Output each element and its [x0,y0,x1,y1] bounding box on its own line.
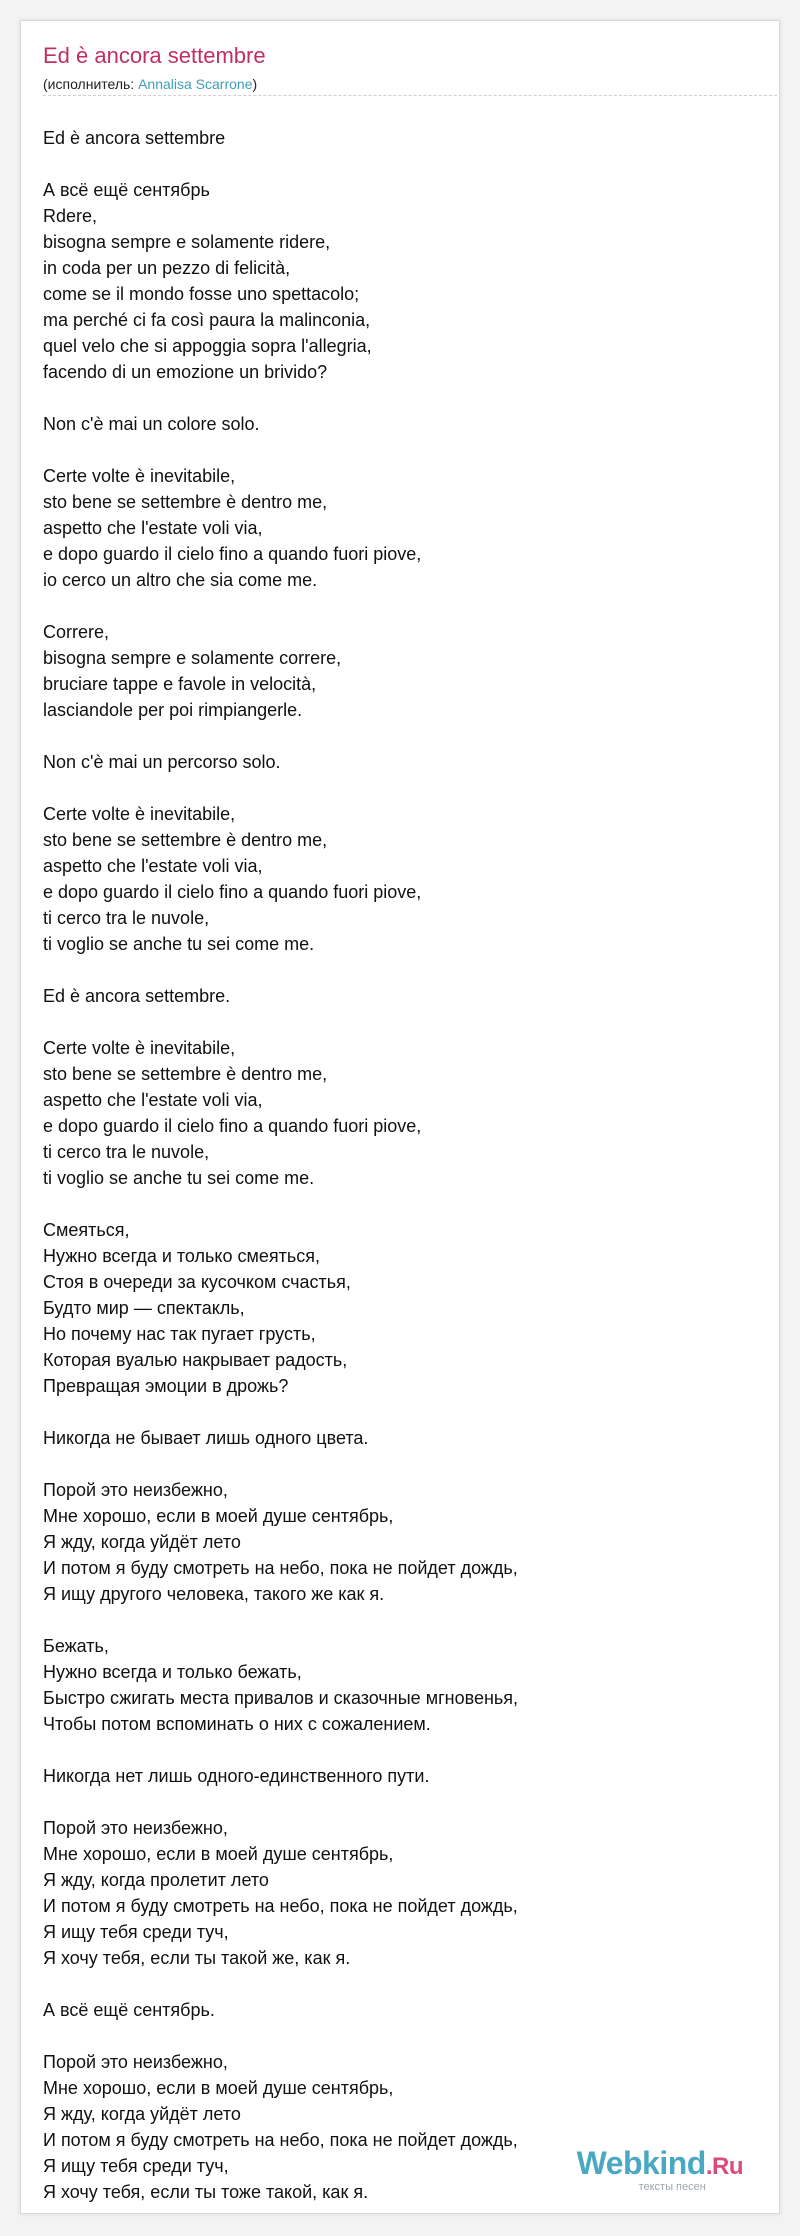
lyrics-line: aspetto che l'estate voli via, [43,518,263,538]
lyrics-line: Бежать, [43,1636,109,1656]
lyrics-line: e dopo guardo il cielo fino a quando fuori piove, [43,882,422,902]
lyrics-body [43,125,763,2205]
lyrics-line: Порой это неизбежно, [43,2052,228,2072]
byline-suffix: ) [252,76,258,92]
lyrics-line: Я жду, когда уйдёт лето [43,1532,241,1552]
lyrics-line: А всё ещё сентябрь. [43,2000,215,2020]
lyrics-blank-line [43,1789,763,1815]
lyrics-line: facendo di un emozione un brivido? [43,362,328,382]
lyrics-line: Certe volte è inevitabile, [43,804,236,824]
lyrics-line: ti voglio se anche tu sei come me. [43,934,315,954]
lyrics-line: Я жду, когда пролетит лето [43,1870,269,1890]
lyrics-line: Нужно всегда и только смеяться, [43,1246,321,1266]
artist-byline [43,75,777,96]
logo-tld: .Ru [705,2153,743,2180]
lyrics-line: Я хочу тебя, если ты такой же, как я. [43,1948,351,1968]
lyrics-line: И потом я буду смотреть на небо, пока не пойдет дождь, [43,2130,518,2150]
lyrics-card [20,20,780,2214]
lyrics-blank-line [43,437,763,463]
logo-wordmark: Webkind [576,2145,706,2181]
artist-link[interactable]: Annalisa Scarrone [138,76,253,92]
lyrics-line: Мне хорошо, если в моей душе сентябрь, [43,1506,394,1526]
lyrics-line: Certe volte è inevitabile, [43,466,236,486]
lyrics-line: Превращая эмоции в дрожь? [43,1376,289,1396]
lyrics-blank-line [43,775,763,801]
lyrics-line: Будто мир — спектакль, [43,1298,245,1318]
lyrics-line: Non c'è mai un colore solo. [43,414,260,434]
lyrics-line: А всё ещё сентябрь [43,180,210,200]
lyrics-line: Стоя в очереди за кусочком счастья, [43,1272,351,1292]
lyrics-blank-line [43,1009,763,1035]
lyrics-line: lasciandole per poi rimpiangerle. [43,700,303,720]
lyrics-line: e dopo guardo il cielo fino a quando fuori piove, [43,1116,422,1136]
lyrics-blank-line [43,1399,763,1425]
lyrics-line: ti cerco tra le nuvole, [43,1142,210,1162]
lyrics-line: Быстро сжигать места привалов и сказочные мгновенья, [43,1688,519,1708]
lyrics-line: И потом я буду смотреть на небо, пока не пойдет дождь, [43,1558,518,1578]
lyrics-line: e dopo guardo il cielo fino a quando fuori piove, [43,544,422,564]
lyrics-line: Ed è ancora settembre. [43,986,231,1006]
lyrics-line: Порой это неизбежно, [43,1480,228,1500]
lyrics-line: Rdere, [43,206,98,226]
lyrics-line: Я жду, когда уйдёт лето [43,2104,241,2124]
lyrics-line: come se il mondo fosse uno spettacolo; [43,284,360,304]
lyrics-line: bisogna sempre e solamente ridere, [43,232,331,252]
lyrics-line: Non c'è mai un percorso solo. [43,752,281,772]
lyrics-line: ma perché ci fa così paura la malinconia, [43,310,371,330]
lyrics-line: Но почему нас так пугает грусть, [43,1324,316,1344]
lyrics-blank-line [43,2023,763,2049]
lyrics-blank-line [43,1451,763,1477]
lyrics-line: И потом я буду смотреть на небо, пока не пойдет дождь, [43,1896,518,1916]
site-logo[interactable] [577,2147,743,2193]
lyrics-line: io cerco un altro che sia come me. [43,570,318,590]
lyrics-line: Я ищу тебя среди туч, [43,2156,229,2176]
lyrics-line: bisogna sempre e solamente correre, [43,648,342,668]
byline-prefix: (исполнитель: [43,76,139,92]
lyrics-line: Смеяться, [43,1220,130,1240]
lyrics-line: Нужно всегда и только бежать, [43,1662,302,1682]
lyrics-line: Никогда не бывает лишь одного цвета. [43,1428,369,1448]
song-title: Ed è ancora settembre [43,43,266,68]
lyrics-line: sto bene se settembre è dentro me, [43,830,328,850]
logo-tagline: тексты песен [638,2181,706,2193]
lyrics-line: sto bene se settembre è dentro me, [43,492,328,512]
lyrics-line: sto bene se settembre è dentro me, [43,1064,328,1084]
lyrics-line: Я хочу тебя, если ты тоже такой, как я. [43,2182,369,2202]
lyrics-blank-line [43,957,763,983]
lyrics-line: Я ищу тебя среди туч, [43,1922,229,1942]
lyrics-line: aspetto che l'estate voli via, [43,1090,263,1110]
lyrics-line: Мне хорошо, если в моей душе сентябрь, [43,2078,394,2098]
lyrics-line: Мне хорошо, если в моей душе сентябрь, [43,1844,394,1864]
lyrics-blank-line [43,1607,763,1633]
lyrics-blank-line [43,1971,763,1997]
lyrics-line: Порой это неизбежно, [43,1818,228,1838]
lyrics-line: Ed è ancora settembre [43,128,226,148]
lyrics-line: Correre, [43,622,110,642]
lyrics-line: ti cerco tra le nuvole, [43,908,210,928]
lyrics-line: aspetto che l'estate voli via, [43,856,263,876]
lyrics-blank-line [43,385,763,411]
lyrics-line: Я ищу другого человека, такого же как я. [43,1584,385,1604]
lyrics-blank-line [43,723,763,749]
lyrics-blank-line [43,593,763,619]
lyrics-line: ti voglio se anche tu sei come me. [43,1168,315,1188]
lyrics-line: in coda per un pezzo di felicità, [43,258,291,278]
lyrics-line: quel velo che si appoggia sopra l'allegria, [43,336,372,356]
lyrics-line: Которая вуалью накрывает радость, [43,1350,348,1370]
lyrics-line: Чтобы потом вспоминать о них с сожалением. [43,1714,431,1734]
lyrics-line: Никогда нет лишь одного-единственного пути. [43,1766,430,1786]
lyrics-line: bruciare tappe e favole in velocità, [43,674,317,694]
lyrics-blank-line [43,1191,763,1217]
lyrics-line: Certe volte è inevitabile, [43,1038,236,1058]
lyrics-blank-line [43,151,763,177]
lyrics-blank-line [43,1737,763,1763]
